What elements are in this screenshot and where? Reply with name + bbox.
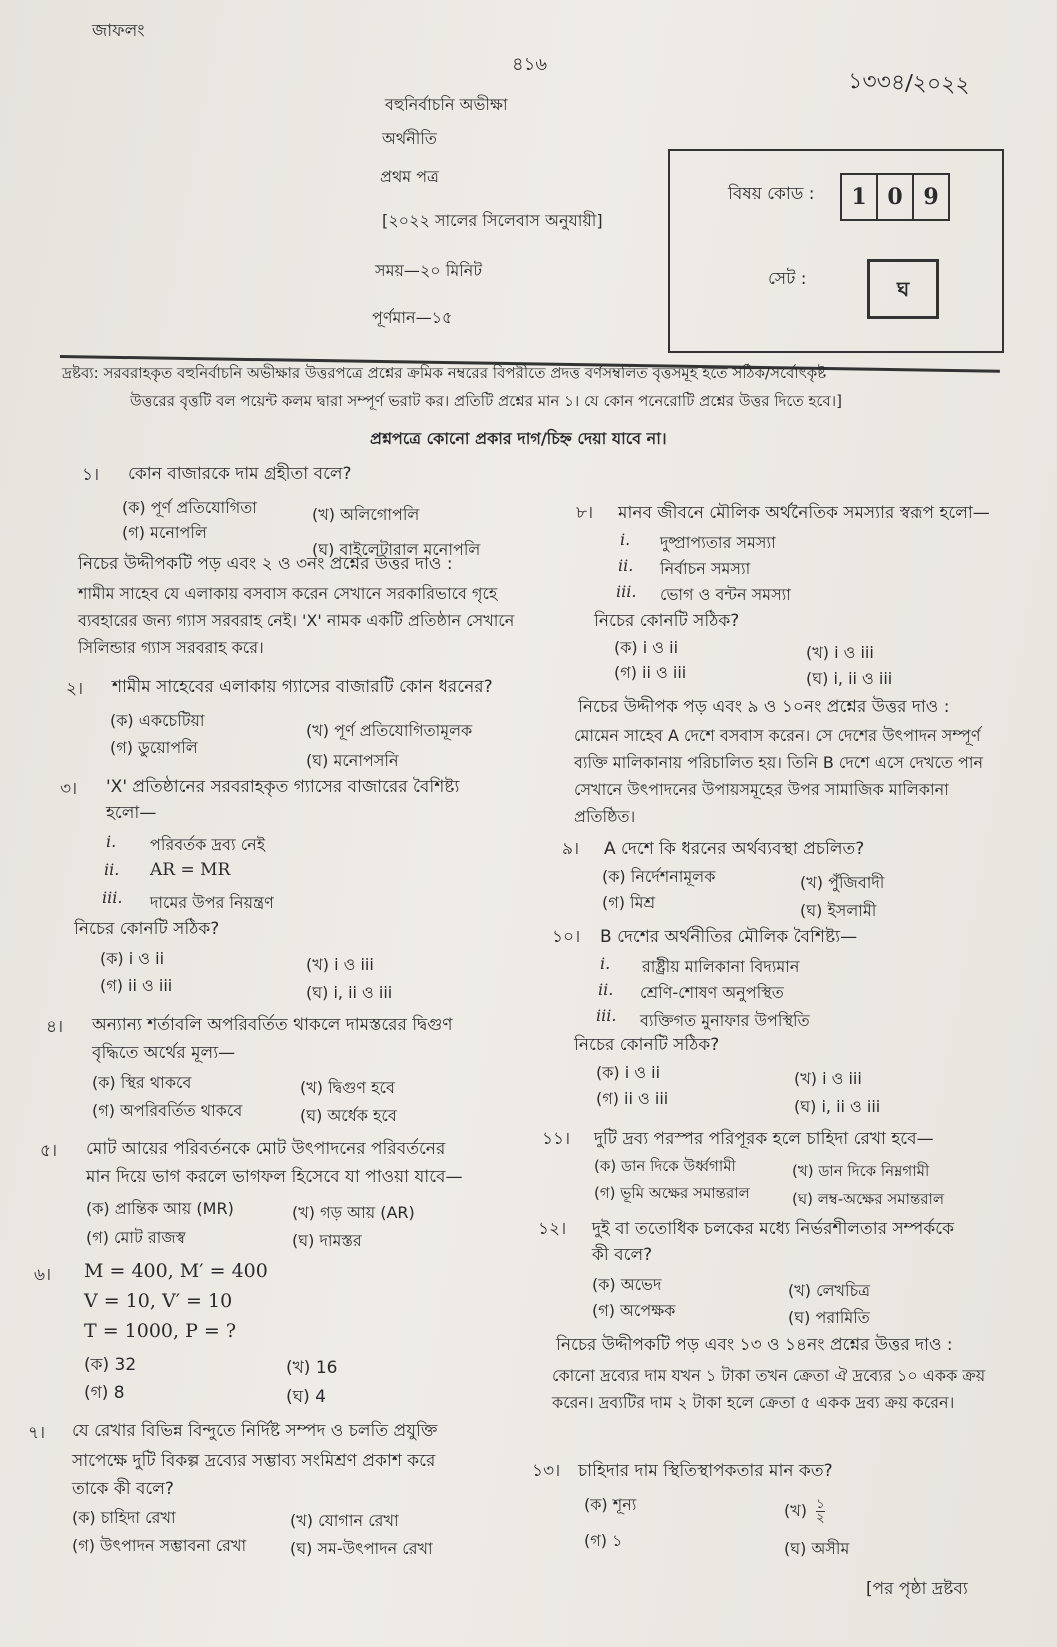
q6-line-2: V = 10, V′ = 10 [84,1290,233,1312]
q3-number: ৩। [60,779,78,799]
q7-option-b: (খ) যোগান রেখা [290,1511,399,1530]
q10-roman-i: i. [600,954,611,973]
q12-option-b: (খ) লেখচিত্র [788,1281,870,1300]
q3-option-d: (ঘ) i, ii ও iii [306,983,393,1002]
q12-text-line-2: কী বলে? [592,1245,653,1265]
q11-option-c: (গ) ভূমি অক্ষের সমান্তরাল [594,1184,750,1202]
stem3-body: কোনো দ্রব্যের দাম যখন ১ টাকা তখন ক্রেতা ঐ দ্রব্যের ১০ একক ক্রয় করেন। দ্রব্যটির দাম ২ টাকা হলে ক্রেতা ৫ একক দ্রব্য ক্রয় করেন। [552,1366,986,1412]
stem3-heading: নিচের উদ্দীপকটি পড় এবং ১৩ ও ১৪নং প্রশ্নের উত্তর দাও : [556,1335,953,1355]
q6-line-1: M = 400, M′ = 400 [84,1260,268,1282]
q7-number: ৭। [28,1423,46,1443]
q13-fraction-denominator: ২ [816,1511,825,1526]
q10-option-c: (গ) ii ও iii [596,1089,669,1108]
q6-line-3: T = 1000, P = ? [84,1320,237,1342]
q13-text: চাহিদার দাম স্থিতিস্থাপকতার মান কত? [578,1461,833,1481]
q6-option-d: (ঘ) 4 [286,1387,326,1407]
q7-text-line-3: তাকে কী বলে? [72,1479,174,1499]
q3-text-line-1: 'X' প্রতিষ্ঠানের সরবরাহকৃত গ্যাসের বাজারের বৈশিষ্ট্য [106,777,460,797]
q12-option-c: (গ) অপেক্ষক [592,1301,676,1320]
q10-option-d: (ঘ) i, ii ও iii [794,1097,881,1116]
q9-option-a: (ক) নির্দেশনামূলক [602,867,716,886]
q3-roman-i: i. [106,832,117,851]
q1-option-b: (খ) অলিগোপলি [312,505,420,524]
q4-text-line-2: বৃদ্ধিতে অর্থের মূল্য— [92,1043,236,1063]
q2-option-c: (গ) ডুয়োপলি [110,738,198,757]
q3-statement-iii: দামের উপর নিয়ন্ত্রণ [150,893,274,912]
q2-option-b: (খ) পূর্ণ প্রতিযোগিতামূলক [306,721,473,740]
exam-type: বহুনির্বাচনি অভীক্ষা [385,95,508,114]
subject-code-label: বিষয় কোড : [728,184,815,204]
q4-option-d: (ঘ) অর্ধেক হবে [300,1106,397,1125]
subject-name: অর্থনীতি [382,129,437,148]
q9-option-d: (ঘ) ইসলামী [800,901,877,920]
q8-statement-ii: নির্বাচন সমস্যা [660,559,751,578]
paper-name: প্রথম পত্র [380,167,439,186]
q5-option-b: (খ) গড় আয় (AR) [292,1203,415,1222]
q8-number: ৮। [576,503,594,523]
q12-text-line-1: দুই বা ততোধিক চলকের মধ্যে নির্ভরশীলতার সম্পর্ককে [592,1219,954,1239]
q8-option-c: (গ) ii ও iii [614,663,687,682]
subject-code-digit: 1 [840,173,878,221]
q10-option-a: (ক) i ও ii [596,1063,661,1082]
q3-statement-i: পরিবর্তক দ্রব্য নেই [150,835,266,854]
q11-option-d: (ঘ) লম্ব-অক্ষের সমান্তরাল [792,1190,945,1208]
q2-number: ২। [66,679,84,699]
q8-statement-i: দুষ্প্রাপ্যতার সমস্যা [660,533,776,552]
q9-option-b: (খ) পুঁজিবাদী [800,873,885,892]
q3-text-line-2: হলো— [106,803,157,823]
stem2-body: মোমেন সাহেব A দেশে বসবাস করেন। সে দেশের উৎপাদন সম্পূর্ণ ব্যক্তি মালিকানায় পরিচালিত হয়। তিনি B দেশে এসে দেখতে পান সেখানে উৎপাদনের উপায়সমূহের উপর সামাজিক মালিকানা প্রতিষ্ঠিত। [574,726,984,826]
q10-roman-ii: ii. [598,980,614,999]
q3-option-b: (খ) i ও iii [306,955,374,974]
subject-code-digit: 0 [876,173,914,221]
q3-statement-ii: AR = MR [150,860,231,880]
subject-code-digit: 9 [912,173,950,221]
q6-option-b: (খ) 16 [286,1358,338,1378]
q6-number: ৬। [34,1265,52,1285]
q11-option-a: (ক) ডান দিকে উর্ধ্বগামী [594,1157,736,1175]
q6-option-c: (গ) 8 [84,1383,125,1403]
q11-text: দুটি দ্রব্য পরস্পর পরিপূরক হলে চাহিদা রেখা হবে— [594,1129,934,1149]
q11-option-b: (খ) ডান দিকে নিম্নগামী [792,1162,930,1180]
q12-number: ১২। [538,1219,567,1239]
notice-line-2: উত্তরের বৃত্তটি বল পয়েন্ট কলম দ্বারা সম্পূর্ণ ভরাট কর। প্রতিটি প্রশ্নের মান ১। যে কোন পনেরোটি প্রশ্নের উত্তর দিতে হবে।] [130,392,842,410]
q1-option-d: (ঘ) বাইলেটারাল মনোপলি [312,540,481,559]
page-number: ৪১৬ [512,54,548,75]
q5-number: ৫। [40,1141,58,1161]
q5-option-c: (গ) মোট রাজস্ব [86,1228,186,1247]
q10-statement-iii: ব্যক্তিগত মুনাফার উপস্থিতি [640,1011,810,1030]
q8-option-b: (খ) i ও iii [806,643,874,662]
q8-roman-iii: iii. [616,582,637,601]
q10-statement-ii: শ্রেণি-শোষণ অনুপস্থিত [640,983,784,1002]
subject-code-box [668,149,1004,353]
q3-option-c: (গ) ii ও iii [100,976,173,995]
q1-option-a: (ক) পূর্ণ প্রতিযোগিতা [122,498,257,517]
q7-text-line-2: সাপেক্ষে দুটি বিকল্প দ্রব্যের সম্ভাব্য সংমিশ্রণ প্রকাশ করে [72,1451,436,1471]
q3-which-correct: নিচের কোনটি সঠিক? [74,919,220,939]
set-value-box: ঘ [867,259,939,319]
q13-option-b [784,1498,825,1525]
q1-text: কোন বাজারকে দাম গ্রহীতা বলে? [128,464,352,484]
q7-option-a: (ক) চাহিদা রেখা [72,1508,176,1527]
q9-option-c: (গ) মিশ্র [602,893,656,912]
q8-option-a: (ক) i ও ii [614,638,679,657]
stem2-heading: নিচের উদ্দীপক পড় এবং ৯ ও ১০নং প্রশ্নের উত্তর দাও : [578,697,950,717]
q2-text: শামীম সাহেবের এলাকায় গ্যাসের বাজারটি কোন ধরনের? [112,677,493,697]
q5-text-line-2: মান দিয়ে ভাগ করলে ভাগফল হিসেবে যা পাওয়া যাবে— [86,1167,463,1187]
q1-option-c: (গ) মনোপলি [122,523,207,542]
q8-option-d: (ঘ) i, ii ও iii [806,669,893,688]
q13-option-b-fraction [816,1498,824,1525]
q3-roman-ii: ii. [104,860,120,879]
syllabus-note: [২০২২ সালের সিলেবাস অনুযায়ী] [382,211,603,230]
q7-option-c: (গ) উৎপাদন সম্ভাবনা রেখা [72,1536,247,1555]
q7-option-d: (ঘ) সম-উৎপাদন রেখা [290,1539,433,1558]
q10-which-correct: নিচের কোনটি সঠিক? [574,1035,720,1055]
q9-number: ৯। [562,839,580,859]
q3-roman-iii: iii. [102,888,123,907]
q8-text: মানব জীবনে মৌলিক অর্থনৈতিক সমস্যার স্বরূপ হলো— [618,503,990,523]
q10-roman-iii: iii. [596,1006,617,1025]
q5-text-line-1: মোট আয়ের পরিবর্তনকে মোট উৎপাদনের পরিবর্তনের [86,1139,446,1159]
notice-line-1: দ্রষ্টব্য: সরবরাহকৃত বহুনির্বাচনি অভীক্ষার উত্তরপত্রে প্রশ্নের ক্রমিক নম্বরের বিপরীতে প্রদত্ত বর্ণসম্বলিত বৃত্তসমূহ হতে সঠিক/সর্বোৎকৃষ্ট [62,364,827,382]
q8-roman-ii: ii. [618,556,634,575]
q3-option-a: (ক) i ও ii [100,949,165,968]
q9-text: A দেশে কি ধরনের অর্থব্যবস্থা প্রচলিত? [604,839,865,859]
q8-statement-iii: ভোগ ও বন্টন সমস্যা [660,585,791,604]
q13-number: ১৩। [532,1461,561,1481]
q8-which-correct: নিচের কোনটি সঠিক? [594,611,740,631]
q4-text-line-1: অন্যান্য শর্তাবলি অপরিবর্তিত থাকলে দামস্তরের দ্বিগুণ [92,1015,453,1035]
stem1-body: শামীম সাহেব যে এলাকায় বসবাস করেন সেখানে সরকারিভাবে গৃহে ব্যবহারের জন্য গ্যাস সরবরাহ নেই। 'X' নামক একটি প্রতিষ্ঠান সেখানে সিলিন্ডার গ্যাস সরবরাহ করে। [78,584,515,657]
q12-option-a: (ক) অভেদ [592,1275,662,1294]
q4-number: ৪। [46,1017,64,1037]
q4-option-a: (ক) স্থির থাকবে [92,1073,192,1092]
set-label: সেট : [768,269,807,289]
q1-number: ১। [82,465,100,485]
question-code: ১৩৩৪/২০২২ [847,68,971,99]
q13-option-a: (ক) শূন্য [584,1495,637,1514]
q13-fraction-numerator: ১ [816,1497,825,1512]
q13-option-d: (ঘ) অসীম [784,1539,850,1558]
q13-option-c: (গ) ১ [584,1531,623,1550]
q10-number: ১০। [552,927,581,947]
exam-time: সময়—২০ মিনিট [375,261,483,280]
q11-number: ১১। [542,1129,571,1149]
next-page-note: [পর পৃষ্ঠা দ্রষ্টব্য [866,1579,968,1599]
warning-line: প্রশ্নপত্রে কোনো প্রকার দাগ/চিহ্ন দেয়া যাবে না। [370,429,667,448]
q10-statement-i: রাষ্ট্রীয় মালিকানা বিদ্যমান [642,957,800,976]
q7-text-line-1: যে রেখার বিভিন্ন বিন্দুতে নির্দিষ্ট সম্পদ ও চলতি প্রযুক্তি [72,1421,438,1441]
q13-option-b-prefix: (খ) [784,1501,807,1520]
stem1-heading: নিচের উদ্দীপকটি পড় এবং ২ ও ৩নং প্রশ্নের উত্তর দাও : [78,554,453,574]
q5-option-d: (ঘ) দামস্তর [292,1231,362,1250]
q10-text: B দেশের অর্থনীতির মৌলিক বৈশিষ্ট্য— [600,927,858,947]
q6-option-a: (ক) 32 [84,1355,137,1375]
school-name: জাফলং [92,21,145,41]
q8-roman-i: i. [620,530,631,549]
q4-option-c: (গ) অপরিবর্তিত থাকবে [92,1101,243,1120]
q10-option-b: (খ) i ও iii [794,1069,862,1088]
full-marks: পূর্ণমান—১৫ [372,308,453,327]
q2-option-d: (ঘ) মনোপসনি [306,751,399,770]
q5-option-a: (ক) প্রান্তিক আয় (MR) [86,1199,234,1218]
q2-option-a: (ক) একচেটিয়া [110,711,205,730]
q4-option-b: (খ) দ্বিগুণ হবে [300,1078,395,1097]
q12-option-d: (ঘ) পরামিতি [788,1308,870,1327]
